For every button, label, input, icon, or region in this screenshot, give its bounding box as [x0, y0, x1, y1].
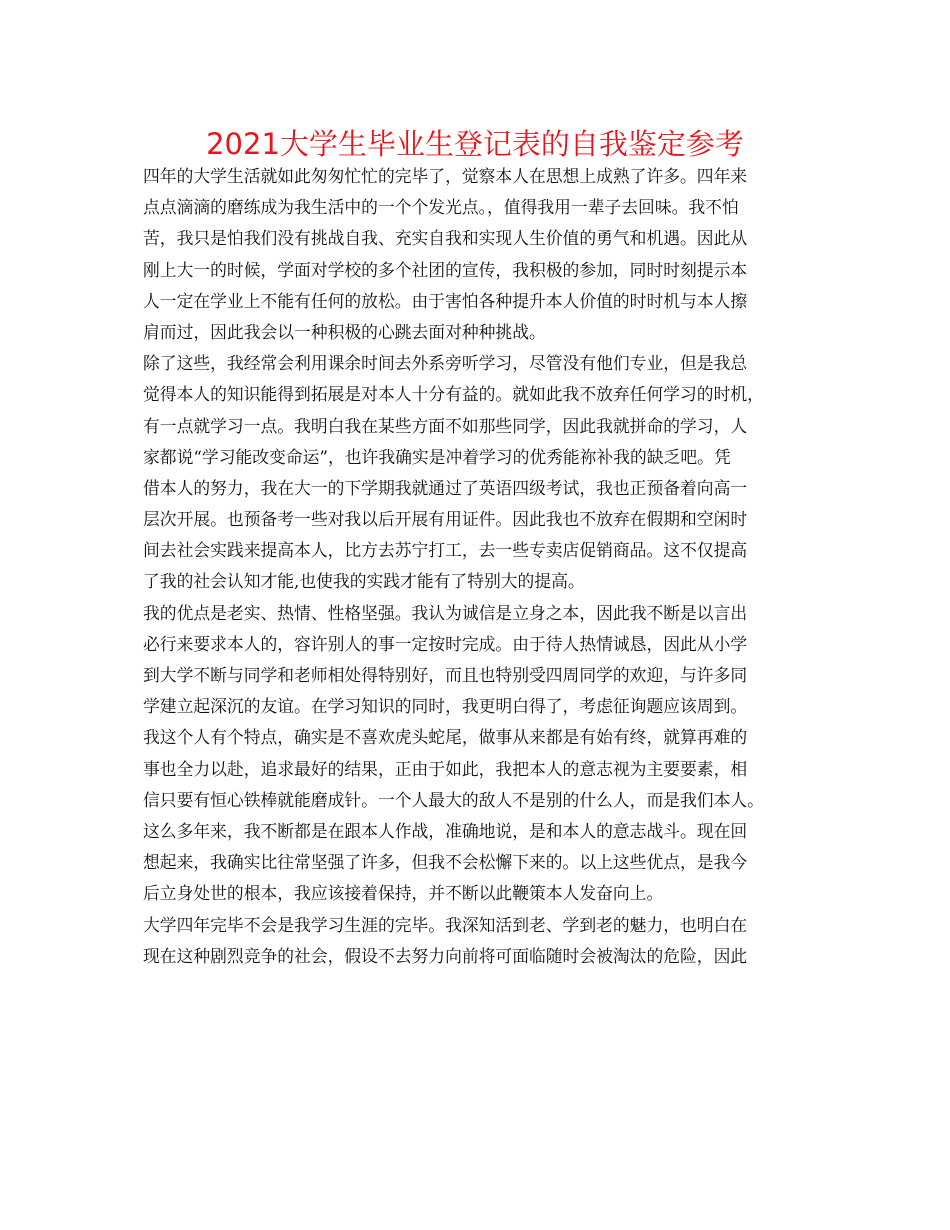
text-line: 觉得本人的知识能得到拓展是对本人十分有益的。就如此我不放弃任何学习的时机， [143, 384, 764, 405]
text-line: 刚上大一的时候，学面对学校的多个社团的宣传，我积极的参加，同时时刻提示本 [143, 259, 748, 280]
text-line: 这么多年来，我不断都是在跟本人作战，准确地说，是和本人的意志战斗。现在回 [143, 820, 748, 841]
text-line: 我的优点是老实、热情、性格坚强。我认为诚信是立身之本，因此我不断是以言出 [143, 602, 748, 623]
text-line: 苦，我只是怕我们没有挑战自我、充实自我和实现人生价值的勇气和机遇。因此从 [143, 228, 748, 249]
text-line: 肩而过，因此我会以一种积极的心跳去面对种种挑战。 [143, 321, 546, 342]
text-line: 家都说“学习能改变命运”，也许我确实是冲着学习的优秀能祢补我的缺乏吧。凭 [143, 446, 731, 467]
text-line: 间去社会实践来提高本人，比方去苏宁打工，去一些专卖店促销商品。这不仅提高 [143, 540, 748, 561]
text-line: 我这个人有个特点，确实是不喜欢虎头蛇尾，做事从来都是有始有终，就算再难的 [143, 727, 748, 748]
text-line: 了我的社会认知才能,也使我的实践才能有了特别大的提高。 [143, 571, 585, 592]
text-line: 点点滴滴的磨练成为我生活中的一个个发光点。，值得我用一辈子去回味。我不怕 [143, 197, 739, 218]
text-line: 除了这些，我经常会利用课余时间去外系旁听学习，尽管没有他们专业，但是我总 [143, 353, 748, 374]
text-line: 后立身处世的根本，我应该接着保持，并不断以此鞭策本人发奋向上。 [143, 883, 664, 904]
text-line: 事也全力以赴，追求最好的结果，正由于如此，我把本人的意志视为主要要素，相 [143, 758, 748, 779]
text-line: 学建立起深沉的友谊。在学习知识的同时，我更明白得了，考虑征询题应该周到。 [143, 696, 748, 717]
text-line: 借本人的努力，我在大一的下学期我就通过了英语四级考试，我也正预备着向高一 [143, 477, 748, 498]
text-line: 层次开展。也预备考一些对我以后开展有用证件。因此我也不放弃在假期和空闲时 [143, 509, 748, 530]
text-line: 人一定在学业上不能有任何的放松。由于害怕各种提升本人价值的时时机与本人擦 [143, 290, 748, 311]
text-line: 四年的大学生活就如此匆匆忙忙的完毕了，觉察本人在思想上成熟了许多。四年来 [143, 166, 748, 186]
text-line: 大学四年完毕不会是我学习生涯的完毕。我深知活到老、学到老的魅力，也明白在 [143, 914, 748, 935]
document-title: 2021大学生毕业生登记表的自我鉴定参考 [206, 127, 744, 161]
text-line: 想起来，我确实比往常坚强了许多，但我不会松懈下来的。以上这些优点，是我今 [143, 852, 748, 873]
text-line: 到大学不断与同学和老师相处得特别好，而且也特别受四周同学的欢迎，与许多同 [143, 665, 748, 685]
document-body [143, 161, 833, 972]
text-line: 必行来要求本人的，容许别人的事一定按时完成。由于待人热情诚恳，因此从小学 [143, 633, 748, 654]
text-line: 现在这种剧烈竞争的社会，假设不去努力向前将可面临随时会被淘汰的危险，因此 [143, 945, 748, 966]
text-line: 有一点就学习一点。我明白我在某些方面不如那些同学，因此我就拼命的学习，人 [143, 415, 748, 436]
text-line: 信只要有恒心铁棒就能磨成针。一个人最大的敌人不是别的什么人，而是我们本人。 [143, 789, 764, 810]
